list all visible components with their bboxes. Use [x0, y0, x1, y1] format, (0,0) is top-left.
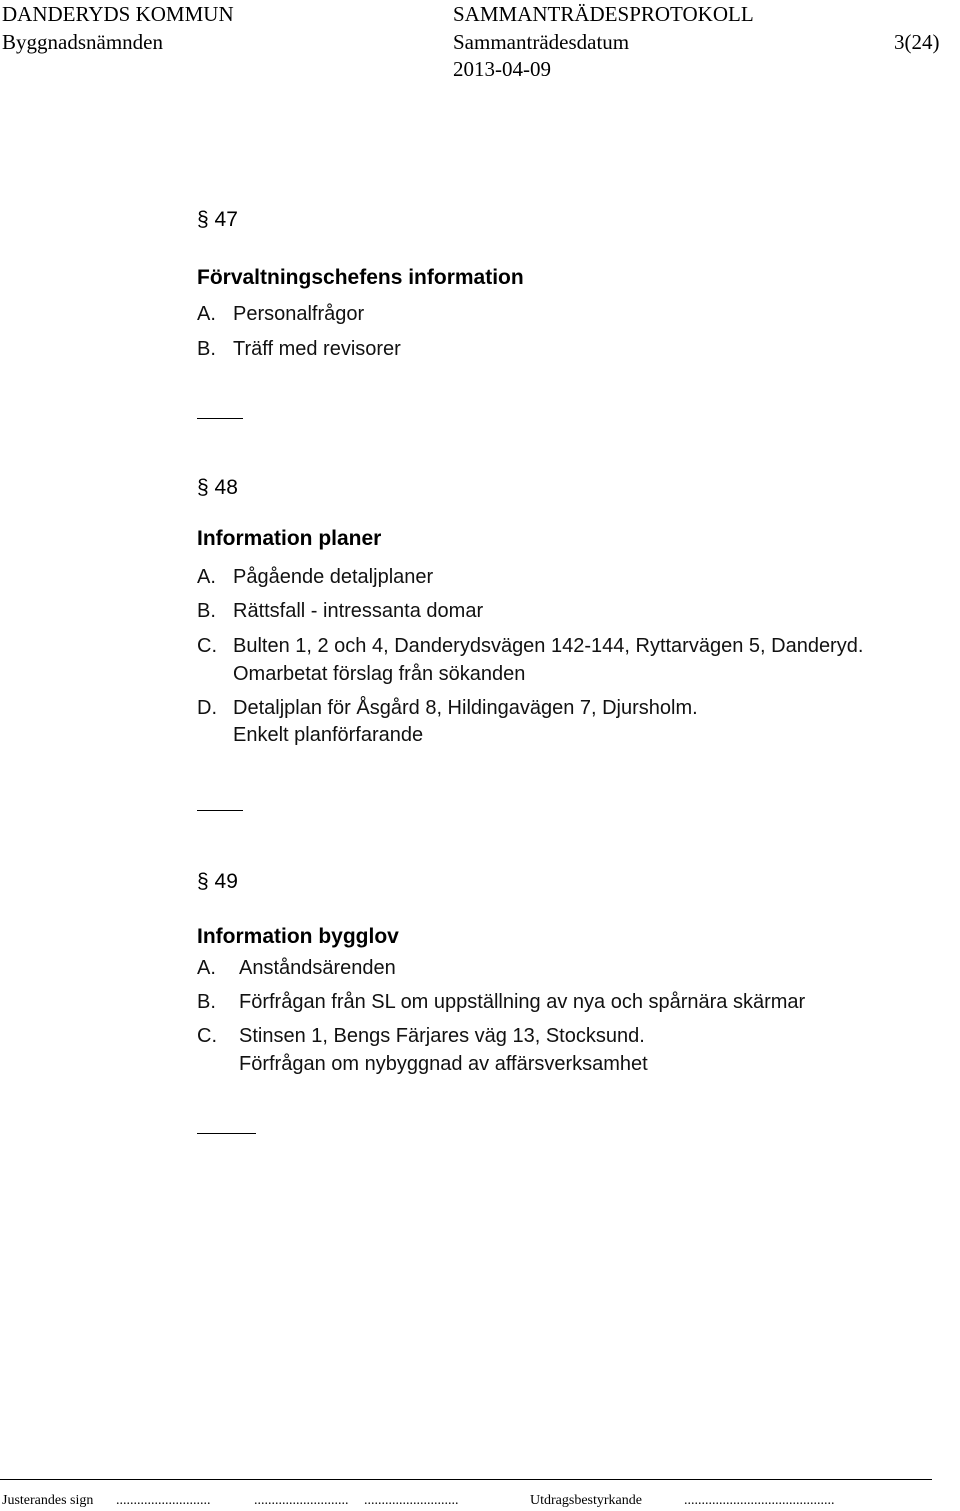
- list-item-label: C.: [197, 635, 217, 657]
- footer-sign-label: Justerandes sign: [2, 1493, 94, 1508]
- header-doc-type: SAMMANTRÄDESPROTOKOLL: [453, 2, 754, 26]
- footer-extract-label: Utdragsbestyrkande: [530, 1493, 642, 1508]
- list-item-text: Pågående detaljplaner: [233, 566, 434, 588]
- section-number: § 49: [197, 870, 238, 893]
- list-item-text: Personalfrågor: [233, 303, 365, 325]
- list-item-label: B.: [197, 991, 216, 1013]
- header-page-number: 3(24): [894, 30, 940, 54]
- list-item-text: Detaljplan för Åsgård 8, Hildingavägen 7, Djursholm.: [233, 697, 698, 719]
- list-item-text: Rättsfall - intressanta domar: [233, 600, 484, 622]
- list-item-label: A.: [197, 957, 216, 979]
- list-item-text: Stinsen 1, Bengs Färjares väg 13, Stocksund.: [239, 1025, 645, 1047]
- signature-line: ...........................: [254, 1493, 349, 1508]
- list-item-label: A.: [197, 566, 216, 588]
- signature-line: ...........................: [364, 1493, 459, 1508]
- list-item: [197, 566, 433, 589]
- header-date: 2013-04-09: [453, 57, 551, 81]
- list-item: [197, 635, 863, 658]
- section-title: Förvaltningschefens information: [197, 266, 524, 289]
- section-title: Information planer: [197, 527, 382, 550]
- list-item-label: C.: [197, 1025, 217, 1047]
- list-item-label: A.: [197, 303, 216, 325]
- list-item-label: B.: [197, 338, 216, 360]
- list-item: [197, 957, 396, 980]
- list-item: [197, 1025, 645, 1048]
- list-item: [197, 697, 698, 720]
- header-org: DANDERYDS KOMMUN: [2, 2, 234, 26]
- list-item: [197, 991, 805, 1014]
- section-number: § 47: [197, 208, 238, 231]
- list-item-continuation: Omarbetat förslag från sökanden: [233, 663, 526, 685]
- section-title: Information bygglov: [197, 925, 399, 948]
- signature-line: ...........................................: [684, 1493, 835, 1508]
- list-item: [197, 338, 401, 361]
- header-date-label: Sammanträdesdatum: [453, 30, 630, 54]
- list-item-text: Anståndsärenden: [239, 957, 396, 979]
- section-divider: [197, 1133, 256, 1134]
- list-item: [197, 600, 483, 623]
- signature-line: ...........................: [116, 1493, 211, 1508]
- list-item-label: D.: [197, 697, 217, 719]
- footer-divider: [0, 1479, 932, 1480]
- section-divider: [197, 810, 243, 811]
- section-number: § 48: [197, 476, 238, 499]
- list-item-label: B.: [197, 600, 216, 622]
- list-item-continuation: Förfrågan om nybyggnad av affärsverksamhet: [239, 1053, 648, 1075]
- list-item-continuation: Enkelt planförfarande: [233, 724, 424, 746]
- list-item-text: Bulten 1, 2 och 4, Danderydsvägen 142-144, Ryttarvägen 5, Danderyd.: [233, 635, 864, 657]
- list-item-text: Träff med revisorer: [233, 338, 401, 360]
- list-item: [197, 303, 364, 326]
- list-item-text: Förfrågan från SL om uppställning av nya och spårnära skärmar: [239, 991, 806, 1013]
- section-divider: [197, 418, 243, 419]
- header-committee: Byggnadsnämnden: [2, 30, 163, 54]
